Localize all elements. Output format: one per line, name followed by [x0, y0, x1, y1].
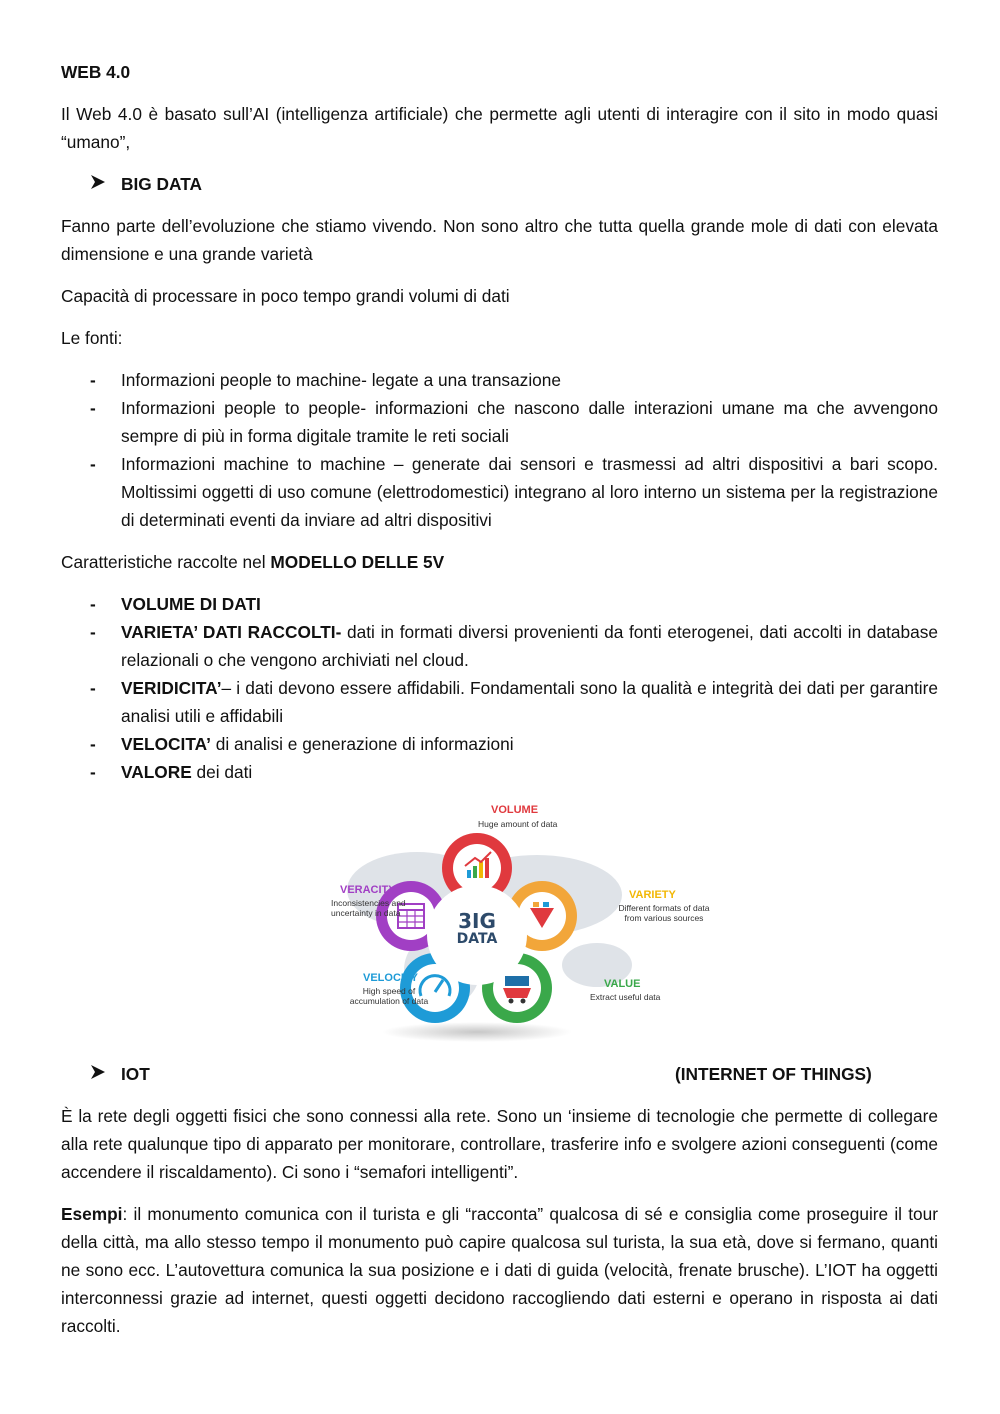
shadow-ellipse: [382, 1022, 572, 1042]
list-item: [61, 366, 938, 394]
volume-sub: Huge amount of data: [478, 819, 558, 829]
veracity-label: VERACITY: [340, 884, 396, 896]
list-item: [61, 674, 938, 730]
dash-bullet: -: [90, 762, 96, 782]
dash-bullet: -: [90, 370, 96, 390]
source-text: Informazioni people to people- informazioni che nascono dalle interazioni umane ma che avvengono sempre di più in forma digitale tramite le reti sociali: [121, 398, 938, 446]
v-term: VOLUME DI DATI: [121, 594, 261, 614]
sources-list: [61, 366, 938, 534]
five-v-list: [61, 590, 938, 786]
value-sub: Extract useful data: [590, 992, 661, 1002]
v-desc: di analisi e generazione di informazioni: [210, 734, 514, 754]
model-prefix: Caratteristiche raccolte nel: [61, 552, 271, 572]
v-desc: dei dati: [191, 762, 253, 782]
iot-heading-left: IOT: [121, 1064, 150, 1084]
center-logo: [447, 909, 507, 948]
dash-bullet: -: [90, 622, 96, 642]
page-title: WEB 4.0: [61, 62, 131, 82]
big-data-paragraph-2: Capacità di processare in poco tempo grandi volumi di dati: [61, 286, 510, 306]
sources-label: Le fonti:: [61, 328, 123, 348]
dash-bullet: -: [90, 454, 96, 474]
examples-text: : il monumento comunica con il turista e gli “racconta” qualcosa di sé e consiglia come proseguire il tour della città, ma allo stesso tempo il monumento può capire qualcosa sul turista, la sua età, dove si fermano, quanti ne sono ecc. L’autovettura comunica la sua posizione e i dati di guida (velocità, frenate brusche). L’IOT ha oggetti interconnessi grazie ad internet, questi oggetti decidono raccogliendo dati esterni e operano in risposta ai dati raccolti.: [61, 1204, 938, 1336]
v-term: VARIETA’ DATI RACCOLTI-: [121, 622, 342, 642]
dash-bullet: -: [90, 594, 96, 614]
iot-heading: [90, 1060, 938, 1088]
center-logo-top: 3IG: [458, 909, 496, 933]
dash-bullet: -: [90, 678, 96, 698]
source-text: Informazioni machine to machine – generate dai sensori e trasmessi ad altri dispositivi a bari scopo. Moltissimi oggetti di uso comune (elettrodomestici) integrano al loro interno un sistema per la registrazione di determinati eventi da inviare ad altri dispositivi: [121, 454, 938, 530]
intro-paragraph: Il Web 4.0 è basato sull’AI (intelligenza artificiale) che permette agli utenti di interagire con il sito in modo quasi “umano”,: [61, 104, 938, 152]
big-data-paragraph-1: Fanno parte dell’evoluzione che stiamo vivendo. Non sono altro che tutta quella grande mole di dati con elevata dimensione e una grande varietà: [61, 216, 938, 264]
v-desc: dati in formati diversi provenienti da fonti eterogenei, dati accolti in database relazionali o che vengono archiviati nel cloud.: [121, 622, 938, 670]
list-item: [61, 450, 938, 534]
velocity-sub: High speed of accumulation of data: [349, 986, 429, 1006]
iot-examples-paragraph: [61, 1200, 938, 1340]
list-item: [61, 394, 938, 450]
model-name: MODELLO DELLE 5V: [270, 552, 445, 572]
list-item: [61, 590, 938, 618]
arrow-bullet-icon: [90, 170, 121, 198]
dash-bullet: -: [90, 398, 96, 418]
v-term: VERIDICITA’: [121, 678, 222, 698]
veracity-sub: Inconsistencies and uncertainty in data: [331, 898, 406, 918]
value-label: VALUE: [604, 978, 641, 990]
list-item: [61, 730, 938, 758]
center-logo-bottom: DATA: [456, 931, 498, 947]
v-term: VELOCITA’: [121, 734, 211, 754]
velocity-label: VELOCITY: [363, 972, 419, 984]
source-text: Informazioni people to machine- legate a una transazione: [121, 370, 561, 390]
variety-label: VARIETY: [629, 889, 676, 901]
iot-heading-right: (INTERNET OF THINGS): [675, 1064, 872, 1084]
big-data-heading: [90, 170, 938, 198]
big-data-heading-text: BIG DATA: [121, 174, 202, 194]
big-data-infographic: [267, 800, 710, 1050]
model-intro: [61, 548, 938, 576]
list-item: [61, 758, 938, 786]
examples-label: Esempi: [61, 1204, 123, 1224]
v-term: VALORE: [121, 762, 192, 782]
arrow-bullet-icon: [90, 1060, 121, 1088]
dash-bullet: -: [90, 734, 96, 754]
document-body: [61, 58, 938, 1354]
list-item: [61, 618, 938, 674]
v-desc: – i dati devono essere affidabili. Fondamentali sono la qualità e integrità dei dati per garantire analisi utili e affidabili: [121, 678, 938, 726]
volume-label: VOLUME: [491, 804, 539, 816]
variety-sub: Different formats of data from various sources: [618, 903, 710, 923]
iot-paragraph-1: È la rete degli oggetti fisici che sono connessi alla rete. Sono un ‘insieme di tecnologie che permette di collegare alla rete qualunque tipo di apparato per monitorare, controllare, trasferire info e svolgere azioni conseguenti (come accendere il riscaldamento). Ci sono i “semafori intelligenti”.: [61, 1106, 938, 1182]
